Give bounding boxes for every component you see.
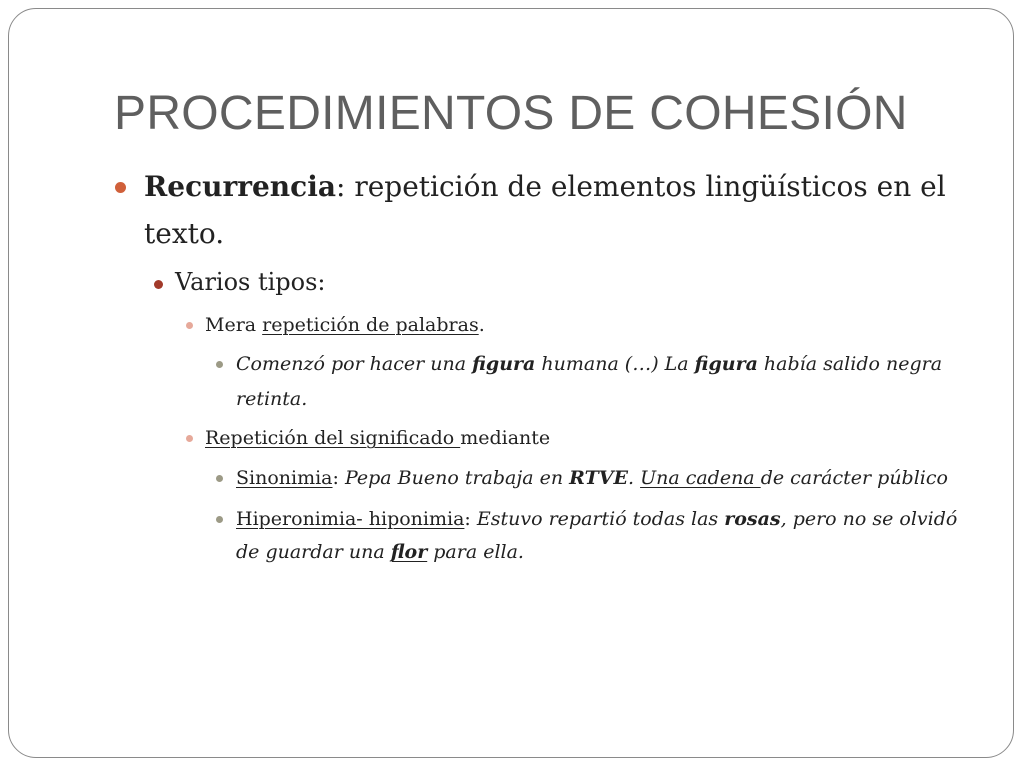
- bullet-level1-icon: [115, 182, 126, 193]
- recurrencia-definition-line2: texto.: [144, 217, 225, 250]
- bullet-level2-icon: [154, 280, 163, 289]
- example-figura-line2: retinta.: [236, 388, 308, 410]
- example1-text3: había salido negra: [757, 353, 943, 375]
- hiperonimia-colon: :: [464, 508, 477, 530]
- bullet-level3-icon: [186, 322, 193, 329]
- sinonimia-text2: .: [627, 467, 641, 489]
- sinonimia-colon: :: [332, 467, 345, 489]
- hiperonimia-line2: [236, 541, 524, 563]
- example1-figura1: figura: [472, 353, 536, 375]
- hiperonimia-text3: de guardar una: [236, 541, 391, 563]
- hiperonimia-text1: Estuvo repartió todas las: [476, 508, 725, 530]
- sinonimia-rtve: RTVE: [569, 467, 628, 489]
- mera-suffix: .: [478, 314, 485, 336]
- hiperonimia-flor: flor: [390, 541, 428, 563]
- recurrencia-definition: : repetición de elementos lingüísticos en el: [336, 170, 946, 203]
- repeticion-suffix: mediante: [460, 427, 551, 449]
- bullet-sinonimia: [236, 467, 948, 489]
- bullet-varios-tipos: Varios tipos:: [175, 268, 326, 296]
- repeticion-underlined: Repetición del significado: [205, 427, 461, 449]
- slide-title: PROCEDIMIENTOS DE COHESIÓN: [114, 87, 908, 140]
- bullet-level4-icon: [216, 361, 223, 368]
- example-figura-line1: [236, 353, 942, 375]
- term-recurrencia: Recurrencia: [144, 170, 336, 203]
- bullet-hiperonimia: [236, 508, 957, 530]
- bullet-level4-icon: [216, 516, 223, 523]
- sinonimia-text1: Pepa Bueno trabaja en: [344, 467, 570, 489]
- bullet-mera-repeticion: [205, 314, 485, 336]
- hiperonimia-text4: para ella.: [427, 541, 524, 563]
- hiperonimia-label: Hiperonimia- hiponimia: [236, 508, 465, 530]
- bullet-level4-icon: [216, 475, 223, 482]
- bullet-recurrencia: [144, 165, 946, 209]
- sinonimia-una-cadena: Una cadena: [640, 467, 761, 489]
- hiperonimia-rosas: rosas: [724, 508, 781, 530]
- bullet-level3-icon: [186, 435, 193, 442]
- sinonimia-label: Sinonimia: [236, 467, 333, 489]
- mera-prefix: Mera: [205, 314, 263, 336]
- example1-text2: humana (…) La: [535, 353, 695, 375]
- mera-underlined: repetición de palabras: [262, 314, 479, 336]
- hiperonimia-text2: , pero no se olvidó: [780, 508, 958, 530]
- example1-figura2: figura: [694, 353, 758, 375]
- sinonimia-text3: de carácter público: [760, 467, 948, 489]
- example1-text1: Comenzó por hacer una: [236, 353, 473, 375]
- bullet-repeticion-significado: [205, 427, 550, 449]
